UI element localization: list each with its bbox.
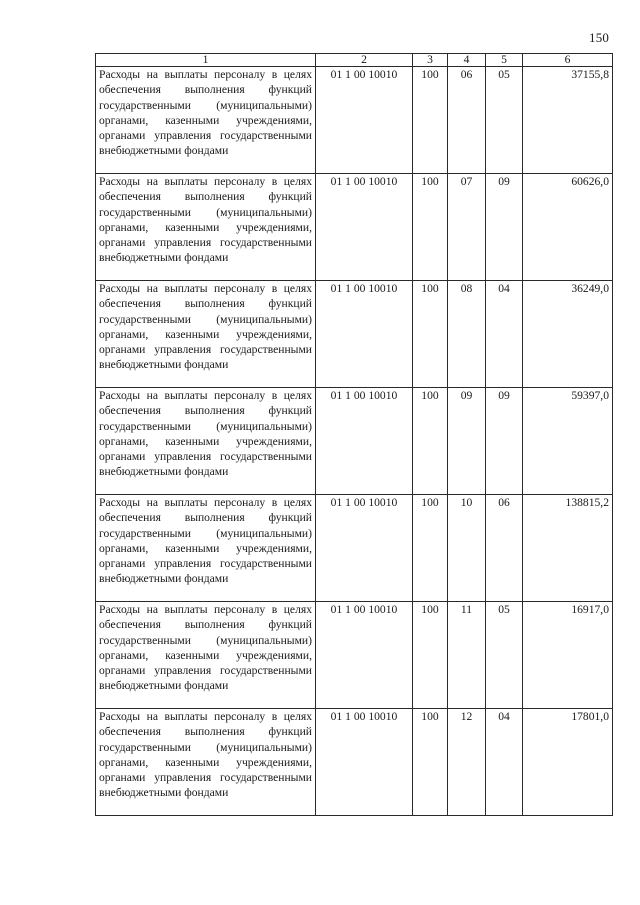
table-row — [96, 67, 613, 174]
section-cell: 11 — [448, 602, 486, 709]
amount-cell: 17801,0 — [523, 709, 613, 816]
section-cell: 09 — [448, 388, 486, 495]
section-cell: 08 — [448, 281, 486, 388]
expense-type-cell: 100 — [413, 709, 448, 816]
column-header-6: 6 — [523, 54, 613, 67]
expense-type-cell: 100 — [413, 67, 448, 174]
subsection-cell: 04 — [486, 709, 523, 816]
target-code-cell: 01 1 00 10010 — [316, 709, 413, 816]
expense-name-cell: Расходы на выплаты персоналу в целях обеспечения выполнения функций государственными (муниципальными) органами, казенными учреждениями, органами управления государственными внебюджетными фондами — [96, 67, 316, 174]
section-cell: 12 — [448, 709, 486, 816]
target-code-cell: 01 1 00 10010 — [316, 281, 413, 388]
column-header-1: 1 — [96, 54, 316, 67]
budget-table — [95, 53, 613, 816]
amount-cell: 36249,0 — [523, 281, 613, 388]
section-cell: 07 — [448, 174, 486, 281]
target-code-cell: 01 1 00 10010 — [316, 495, 413, 602]
table-row — [96, 281, 613, 388]
table-row — [96, 388, 613, 495]
target-code-cell: 01 1 00 10010 — [316, 602, 413, 709]
table-header-row — [96, 54, 613, 67]
expense-type-cell: 100 — [413, 388, 448, 495]
column-header-4: 4 — [448, 54, 486, 67]
expense-type-cell: 100 — [413, 602, 448, 709]
table-row — [96, 174, 613, 281]
subsection-cell: 09 — [486, 388, 523, 495]
section-cell: 10 — [448, 495, 486, 602]
amount-cell: 16917,0 — [523, 602, 613, 709]
page-number: 150 — [589, 30, 610, 45]
section-cell: 06 — [448, 67, 486, 174]
amount-cell: 60626,0 — [523, 174, 613, 281]
expense-name-cell: Расходы на выплаты персоналу в целях обеспечения выполнения функций государственными (муниципальными) органами, казенными учреждениями, органами управления государственными внебюджетными фондами — [96, 174, 316, 281]
column-header-2: 2 — [316, 54, 413, 67]
subsection-cell: 05 — [486, 602, 523, 709]
amount-cell: 59397,0 — [523, 388, 613, 495]
target-code-cell: 01 1 00 10010 — [316, 67, 413, 174]
subsection-cell: 04 — [486, 281, 523, 388]
column-header-3: 3 — [413, 54, 448, 67]
subsection-cell: 09 — [486, 174, 523, 281]
expense-name-cell: Расходы на выплаты персоналу в целях обеспечения выполнения функций государственными (муниципальными) органами, казенными учреждениями, органами управления государственными внебюджетными фондами — [96, 709, 316, 816]
table-row — [96, 602, 613, 709]
expense-name-cell: Расходы на выплаты персоналу в целях обеспечения выполнения функций государственными (муниципальными) органами, казенными учреждениями, органами управления государственными внебюджетными фондами — [96, 281, 316, 388]
table-row — [96, 709, 613, 816]
expense-name-cell: Расходы на выплаты персоналу в целях обеспечения выполнения функций государственными (муниципальными) органами, казенными учреждениями, органами управления государственными внебюджетными фондами — [96, 388, 316, 495]
expense-name-cell: Расходы на выплаты персоналу в целях обеспечения выполнения функций государственными (муниципальными) органами, казенными учреждениями, органами управления государственными внебюджетными фондами — [96, 602, 316, 709]
expense-type-cell: 100 — [413, 281, 448, 388]
target-code-cell: 01 1 00 10010 — [316, 388, 413, 495]
subsection-cell: 05 — [486, 67, 523, 174]
expense-type-cell: 100 — [413, 495, 448, 602]
expense-type-cell: 100 — [413, 174, 448, 281]
table-row — [96, 495, 613, 602]
target-code-cell: 01 1 00 10010 — [316, 174, 413, 281]
expense-name-cell: Расходы на выплаты персоналу в целях обеспечения выполнения функций государственными (муниципальными) органами, казенными учреждениями, органами управления государственными внебюджетными фондами — [96, 495, 316, 602]
amount-cell: 138815,2 — [523, 495, 613, 602]
amount-cell: 37155,8 — [523, 67, 613, 174]
column-header-5: 5 — [486, 54, 523, 67]
subsection-cell: 06 — [486, 495, 523, 602]
